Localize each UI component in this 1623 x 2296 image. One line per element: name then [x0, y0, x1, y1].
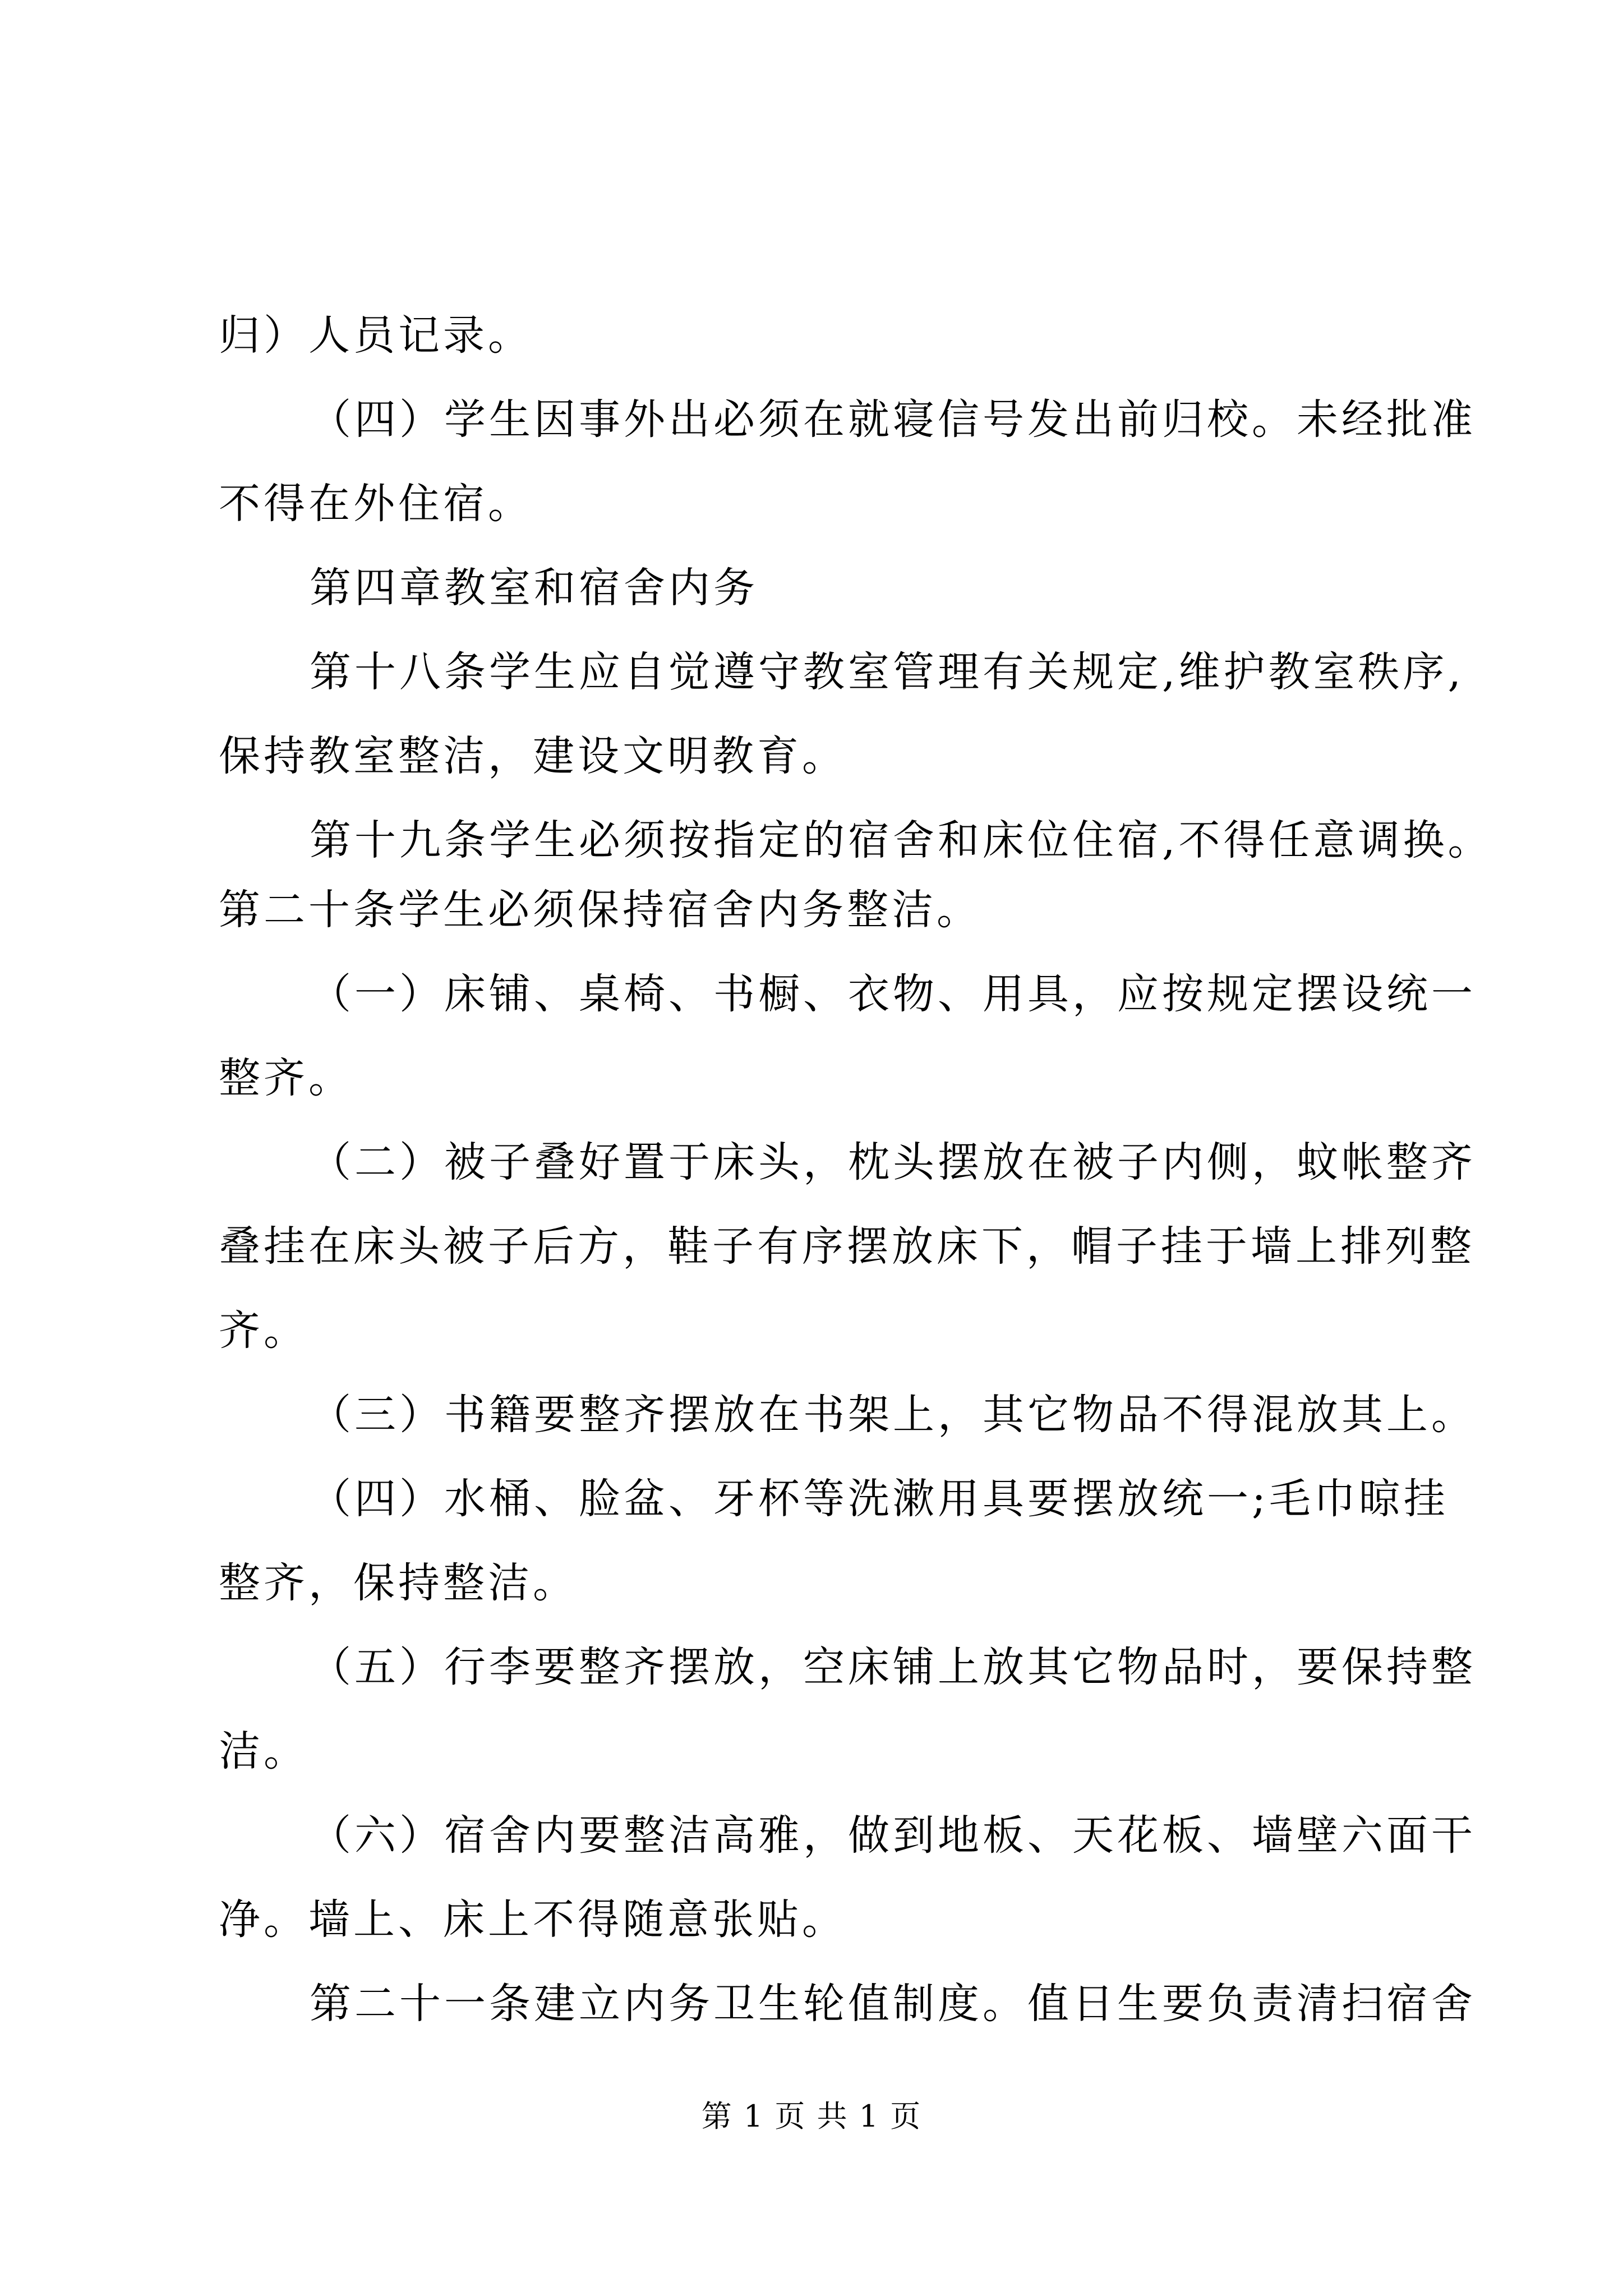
text-line: 洁。 — [219, 1727, 308, 1775]
text-line: 第十九条学生必须按指定的宿舍和床位住宿,不得任意调换。 — [310, 816, 1493, 864]
text-line: 保持教室整洁，建设文明教育。 — [219, 732, 847, 780]
text-line: （三）书籍要整齐摆放在书架上，其它物品不得混放其上。 — [310, 1391, 1476, 1439]
text-line: （四）学生因事外出必须在就寝信号发出前归校。未经批准 — [310, 395, 1476, 444]
text-line: 齐。 — [219, 1306, 308, 1355]
text-line: 第十八条学生应自觉遵守教室管理有关规定,维护教室秩序, — [310, 648, 1465, 696]
text-line: 叠挂在床头被子后方，鞋子有序摆放床下，帽子挂于墙上排列整 — [219, 1222, 1475, 1271]
chapter-heading: 第四章教室和宿舍内务 — [310, 564, 758, 612]
page-number-footer: 第 1 页 共 1 页 — [701, 2099, 922, 2134]
text-line: （二）被子叠好置于床头，枕头摆放在被子内侧，蚊帐整齐 — [310, 1138, 1476, 1186]
text-line: 不得在外住宿。 — [219, 480, 533, 528]
text-line: 整齐，保持整洁。 — [219, 1559, 578, 1607]
text-line: 归）人员记录。 — [219, 311, 533, 360]
text-line: 第二十条学生必须保持宿舍内务整洁。 — [219, 886, 981, 934]
text-line: （四）水桶、脸盆、牙杯等洗漱用具要摆放统一;毛巾晾挂 — [310, 1475, 1449, 1523]
text-line: 净。墙上、床上不得随意张贴。 — [219, 1895, 847, 1944]
text-line: （五）行李要整齐摆放，空床铺上放其它物品时，要保持整 — [310, 1643, 1476, 1691]
text-line: （一）床铺、桌椅、书橱、衣物、用具，应按规定摆设统一 — [310, 970, 1476, 1018]
text-line: 整齐。 — [219, 1054, 353, 1102]
text-line: （六）宿舍内要整洁高雅，做到地板、天花板、墙壁六面干 — [310, 1811, 1476, 1860]
text-line: 第二十一条建立内务卫生轮值制度。值日生要负责清扫宿舍 — [310, 1980, 1476, 2028]
